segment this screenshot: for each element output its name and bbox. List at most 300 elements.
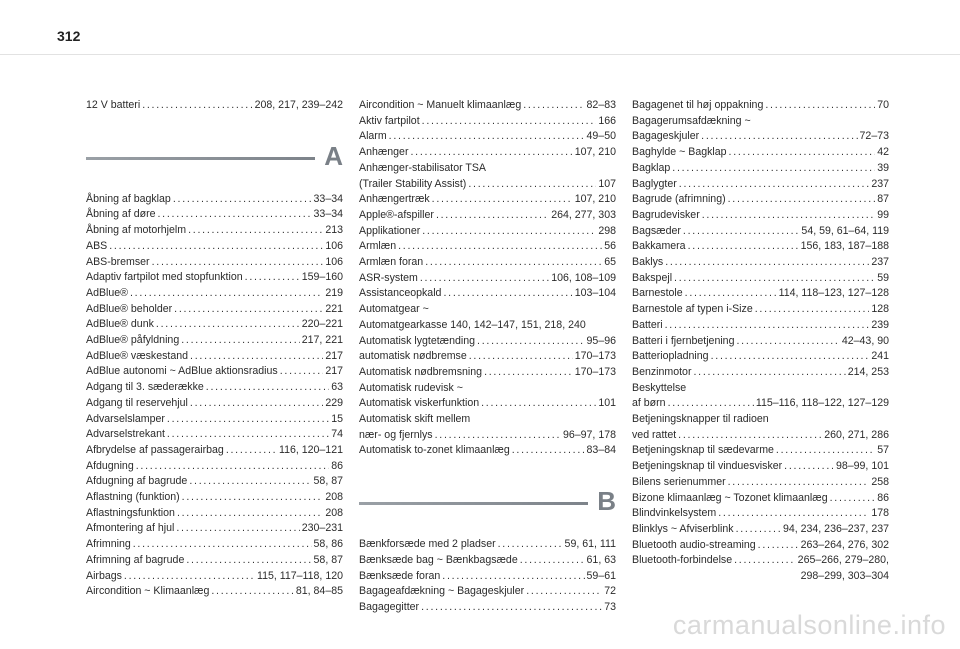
dot-leader bbox=[688, 239, 799, 255]
index-entry-term: Afbrydelse af passagerairbag bbox=[86, 443, 224, 456]
index-entry-pages: 59 bbox=[877, 271, 889, 284]
dot-leader bbox=[189, 474, 311, 490]
dot-leader bbox=[685, 286, 777, 302]
index-entry bbox=[632, 224, 889, 240]
index-entry bbox=[632, 381, 889, 412]
index-entry-term: AdBlue® beholder bbox=[86, 302, 173, 315]
dot-leader bbox=[665, 318, 870, 334]
index-entry bbox=[632, 145, 889, 161]
index-entry-pages: 73 bbox=[604, 600, 616, 613]
index-entry-pages-continued: 298–299, 303–304 bbox=[800, 570, 889, 583]
index-entry-pages: 116, 120–121 bbox=[278, 443, 343, 456]
index-entry bbox=[359, 412, 616, 443]
dot-leader bbox=[420, 271, 549, 287]
index-entry-term: Bagagegitter bbox=[359, 600, 420, 613]
dot-leader bbox=[702, 208, 875, 224]
dot-leader bbox=[469, 349, 573, 365]
dot-leader bbox=[389, 129, 585, 145]
dot-leader bbox=[665, 255, 869, 271]
index-entry bbox=[632, 349, 889, 365]
index-entry bbox=[632, 208, 889, 224]
index-entry bbox=[86, 396, 343, 412]
dot-leader bbox=[755, 302, 870, 318]
dot-leader bbox=[477, 334, 585, 350]
index-entry-term: Bluetooth audio-streaming bbox=[632, 538, 756, 551]
index-entry bbox=[632, 506, 889, 522]
index-entry bbox=[86, 364, 343, 380]
dot-leader bbox=[245, 270, 300, 286]
index-entry bbox=[86, 584, 343, 600]
index-entry-term: Aktiv fartpilot bbox=[359, 114, 420, 127]
dot-leader bbox=[422, 114, 597, 130]
index-entry-pages: 263–264, 276, 302 bbox=[800, 538, 889, 551]
index-entry-pages: 59, 61, 111 bbox=[564, 538, 616, 551]
dot-leader bbox=[718, 506, 869, 522]
index-entry-term: Bilens serienummer bbox=[632, 475, 726, 488]
index-entry bbox=[86, 98, 343, 114]
dot-leader bbox=[443, 286, 572, 302]
dot-leader bbox=[190, 349, 323, 365]
index-entry-pages: 264, 277, 303 bbox=[551, 208, 616, 221]
index-entry-term: Alarm bbox=[359, 130, 387, 143]
index-entry bbox=[86, 474, 343, 490]
index-entry-pages: 86 bbox=[331, 459, 343, 472]
index-entry-term: Aflastning (funktion) bbox=[86, 491, 180, 504]
index-entry-pages: 57 bbox=[877, 444, 889, 457]
index-entry-pages: 237 bbox=[871, 256, 889, 269]
dot-leader bbox=[729, 145, 876, 161]
index-entry-pages: 39 bbox=[877, 161, 889, 174]
dot-leader bbox=[736, 334, 839, 350]
index-entry-pages: 106 bbox=[325, 255, 343, 268]
dot-leader bbox=[784, 459, 834, 475]
watermark: carmanualsonline.info bbox=[672, 610, 946, 640]
index-entry-pages: 70 bbox=[877, 99, 889, 111]
header-divider bbox=[0, 54, 960, 55]
dot-leader bbox=[758, 538, 799, 554]
index-entry bbox=[359, 239, 616, 255]
index-entry-pages: 159–160 bbox=[301, 271, 343, 284]
index-entry-pages: 103–104 bbox=[574, 287, 616, 300]
index-entry-lead: Bagagerumsafdækning ~ bbox=[632, 114, 751, 127]
dot-leader bbox=[830, 491, 876, 507]
index-entry-term: Bagagenet til høj oppakning bbox=[632, 99, 764, 111]
dot-leader bbox=[421, 600, 602, 616]
index-entry-term: Bagrudevisker bbox=[632, 208, 700, 221]
index-entry-pages: 178 bbox=[871, 507, 889, 520]
index-entry-term: Bluetooth-forbindelse bbox=[632, 554, 733, 567]
index-entry-term: AdBlue® påfyldning bbox=[86, 334, 180, 347]
index-entry bbox=[632, 475, 889, 491]
index-entry-pages: 221 bbox=[325, 302, 343, 315]
index-entry-pages: 87 bbox=[877, 193, 889, 206]
index-entry bbox=[359, 208, 616, 224]
index-entry bbox=[632, 491, 889, 507]
index-entry-pages: 128 bbox=[871, 303, 889, 316]
index-column-2 bbox=[359, 98, 616, 616]
index-entry bbox=[359, 114, 616, 130]
index-entry-term: Blinklys ~ Afviserblink bbox=[632, 522, 734, 535]
index-entry-pages: 72 bbox=[604, 585, 616, 598]
index-entry-term: AdBlue autonomi ~ AdBlue aktionsradius bbox=[86, 365, 278, 378]
dot-leader bbox=[177, 506, 323, 522]
index-entry-pages: 208 bbox=[325, 506, 343, 519]
index-entry bbox=[632, 522, 889, 538]
index-entry-term: ABS bbox=[86, 239, 108, 252]
index-entry-pages: 99 bbox=[877, 208, 889, 221]
index-entry-term: Assistanceopkald bbox=[359, 287, 442, 300]
index-entry-pages: 115–116, 118–122, 127–129 bbox=[755, 397, 889, 410]
index-entry bbox=[86, 255, 343, 271]
index-entry-pages: 63 bbox=[331, 381, 343, 394]
index-entry bbox=[632, 318, 889, 334]
index-entry-term: Bagageafdækning ~ Bagageskjuler bbox=[359, 585, 525, 598]
dot-leader bbox=[156, 317, 300, 333]
index-entry-pages: 260, 271, 286 bbox=[824, 428, 889, 441]
dot-leader bbox=[668, 396, 754, 412]
index-entry bbox=[632, 553, 889, 584]
dot-leader bbox=[124, 569, 255, 585]
index-entry bbox=[632, 192, 889, 208]
dot-leader bbox=[109, 239, 323, 255]
index-entry-pages: 82–83 bbox=[586, 99, 616, 111]
dot-leader bbox=[167, 412, 329, 428]
index-entry-pages: 115, 117–118, 120 bbox=[256, 569, 343, 582]
dot-leader bbox=[711, 349, 870, 365]
dot-leader bbox=[206, 380, 329, 396]
dot-leader bbox=[512, 443, 585, 459]
dot-leader bbox=[158, 207, 312, 223]
index-entry-pages: 74 bbox=[331, 428, 343, 441]
dot-leader bbox=[173, 192, 312, 208]
index-entry bbox=[86, 459, 343, 475]
index-entry-pages: 101 bbox=[598, 397, 616, 410]
index-entry-term: Baghylde ~ Bagklap bbox=[632, 146, 727, 159]
index-entry bbox=[86, 317, 343, 333]
index-entry-term: AdBlue® dunk bbox=[86, 318, 154, 331]
dot-leader bbox=[136, 459, 329, 475]
dot-leader bbox=[422, 224, 596, 240]
dot-leader bbox=[765, 98, 875, 114]
index-entry-term: Automatisk viskerfunktion bbox=[359, 397, 480, 410]
dot-leader bbox=[410, 145, 572, 161]
index-entry-term: AdBlue® bbox=[86, 286, 128, 299]
index-entry-term: ASR-system bbox=[359, 271, 418, 284]
index-entry-term: Applikationer bbox=[359, 224, 421, 237]
index-entry-term: Bagageskjuler bbox=[632, 130, 700, 143]
index-entry-pages: 86 bbox=[877, 491, 889, 504]
dot-leader bbox=[520, 553, 585, 569]
index-entry-term: Bakspejl bbox=[632, 271, 673, 284]
index-entry bbox=[359, 584, 616, 600]
index-entry bbox=[632, 459, 889, 475]
index-entry-pages: 54, 59, 61–64, 119 bbox=[801, 224, 889, 237]
index-entry-term: Bizone klimaanlæg ~ Tozonet klimaanlæg bbox=[632, 491, 828, 504]
section-letter: B bbox=[597, 486, 616, 517]
index-entry bbox=[359, 443, 616, 459]
index-entry-term: AdBlue® væskestand bbox=[86, 349, 189, 362]
index-entry bbox=[86, 286, 343, 302]
index-entry-pages: 106 bbox=[325, 239, 343, 252]
index-entry-term: Åbning af motorhjelm bbox=[86, 224, 187, 237]
index-entry bbox=[86, 443, 343, 459]
index-entry-term: Automatisk nødbremsning bbox=[359, 365, 483, 378]
index-entry-pages: 65 bbox=[604, 256, 616, 269]
index-entry bbox=[359, 224, 616, 240]
index-entry-term: Batteriopladning bbox=[632, 350, 709, 363]
index-entry-pages: 72–73 bbox=[859, 130, 889, 143]
dot-leader bbox=[152, 255, 324, 271]
dot-leader bbox=[734, 553, 796, 569]
index-entry-pages: 208 bbox=[325, 491, 343, 504]
index-entry bbox=[632, 365, 889, 381]
index-entry-term: Automatisk to-zonet klimaanlæg bbox=[359, 444, 510, 457]
dot-leader bbox=[398, 239, 602, 255]
dot-leader bbox=[442, 569, 584, 585]
dot-leader bbox=[188, 223, 323, 239]
index-entry-pages: 217 bbox=[325, 365, 343, 378]
dot-leader bbox=[425, 255, 602, 271]
index-entry bbox=[359, 192, 616, 208]
index-entry-pages: 56 bbox=[604, 240, 616, 253]
index-entry-term: Baklys bbox=[632, 256, 664, 269]
index-column-3 bbox=[632, 98, 889, 585]
index-entry-term: automatisk nødbremse bbox=[359, 350, 467, 363]
dot-leader bbox=[526, 584, 602, 600]
index-entry-term: Afmontering af hjul bbox=[86, 522, 175, 535]
dot-leader bbox=[211, 584, 293, 600]
index-entry bbox=[359, 381, 616, 412]
section-divider-bar bbox=[359, 502, 588, 505]
index-entry-pages: 59–61 bbox=[586, 569, 616, 582]
dot-leader bbox=[736, 522, 781, 538]
index-entry-term: Armlæn bbox=[359, 240, 397, 253]
index-entry-term: Adaptiv fartpilot med stopfunktion bbox=[86, 271, 243, 284]
dot-leader bbox=[683, 224, 800, 240]
index-column-1 bbox=[86, 98, 343, 600]
index-entry-pages: 220–221 bbox=[301, 318, 343, 331]
index-entry-term: Bagklap bbox=[632, 161, 671, 174]
index-entry-pages: 170–173 bbox=[574, 365, 616, 378]
index-entry-term: Afdugning bbox=[86, 459, 134, 472]
index-entry-term: Baglygter bbox=[632, 177, 677, 190]
index-entry bbox=[359, 302, 616, 333]
index-entry-pages: 237 bbox=[871, 177, 889, 190]
section-header-b bbox=[359, 479, 616, 523]
index-entry-pages: 98–99, 101 bbox=[835, 460, 889, 473]
index-entry bbox=[359, 129, 616, 145]
index-entry bbox=[359, 600, 616, 616]
index-entry-term: af børn bbox=[632, 397, 666, 410]
index-entry-term: Armlæn foran bbox=[359, 256, 424, 269]
dot-leader bbox=[432, 192, 573, 208]
index-entry-term: (Trailer Stability Assist) bbox=[359, 177, 467, 190]
index-entry-pages: 241 bbox=[871, 350, 889, 363]
index-entry bbox=[86, 412, 343, 428]
index-entry-term: Bagsæder bbox=[632, 224, 681, 237]
index-entry bbox=[86, 192, 343, 208]
index-entry bbox=[86, 207, 343, 223]
index-entry bbox=[86, 223, 343, 239]
index-entry-pages: 219 bbox=[325, 286, 343, 299]
index-entry-term: Bænksæde bag ~ Bænkbagsæde bbox=[359, 553, 518, 566]
index-entry bbox=[86, 349, 343, 365]
dot-leader bbox=[679, 177, 870, 193]
dot-leader bbox=[481, 396, 596, 412]
index-entry bbox=[632, 161, 889, 177]
index-entry-pages: 33–34 bbox=[313, 208, 343, 221]
index-entry-pages: 15 bbox=[331, 412, 343, 425]
index-entry-pages: 166 bbox=[598, 114, 616, 127]
index-entry-pages: 61, 63 bbox=[586, 553, 616, 566]
dot-leader bbox=[436, 208, 549, 224]
index-entry-lead: Automatisk skift mellem bbox=[359, 413, 471, 426]
index-entry-pages: 298 bbox=[598, 224, 616, 237]
index-entry bbox=[86, 302, 343, 318]
section-letter: A bbox=[324, 140, 343, 171]
index-entry bbox=[86, 490, 343, 506]
index-entry-pages: 239 bbox=[871, 318, 889, 331]
index-entry bbox=[359, 161, 616, 192]
index-entry-pages: 265–266, 279–280, bbox=[797, 554, 889, 567]
index-entry bbox=[632, 538, 889, 554]
index-entry bbox=[359, 365, 616, 381]
index-entry-pages: 58, 86 bbox=[313, 538, 343, 551]
index-entry-term: Bænkforsæde med 2 pladser bbox=[359, 538, 496, 551]
index-entry-term: Airbags bbox=[86, 569, 122, 582]
index-entry bbox=[86, 333, 343, 349]
index-entry-pages: 258 bbox=[871, 475, 889, 488]
index-entry bbox=[632, 302, 889, 318]
index-entry bbox=[632, 177, 889, 193]
index-entry bbox=[632, 239, 889, 255]
index-entry-pages: 170–173 bbox=[574, 350, 616, 363]
index-entry-term: Batteri bbox=[632, 318, 663, 331]
index-entry-term: Automatisk lygtetænding bbox=[359, 334, 476, 347]
index-entry-term: Adgang til reservehjul bbox=[86, 396, 188, 409]
index-entry-term: Blindvinkelsystem bbox=[632, 507, 717, 520]
index-entry-term: Aircondition ~ Manuelt klimaanlæg bbox=[359, 99, 522, 111]
index-entry-pages: 95–96 bbox=[586, 334, 616, 347]
index-entry-pages: 214, 253 bbox=[847, 365, 889, 378]
dot-leader bbox=[674, 271, 875, 287]
dot-leader bbox=[186, 553, 311, 569]
index-entry-lead: Automatisk rudevisk ~ bbox=[359, 381, 463, 394]
index-entry bbox=[86, 569, 343, 585]
index-entry-term: Afdugning af bagrude bbox=[86, 475, 188, 488]
index-entry-term: Barnestole af typen i-Size bbox=[632, 303, 753, 316]
index-entry bbox=[632, 98, 889, 114]
index-entry-pages: 156, 183, 187–188 bbox=[800, 240, 889, 253]
index-entry-pages: 42 bbox=[877, 146, 889, 159]
dot-leader bbox=[678, 428, 822, 444]
index-entry-term: Advarselstrekant bbox=[86, 428, 165, 441]
index-entry-pages: 33–34 bbox=[313, 192, 343, 205]
dot-leader bbox=[130, 286, 323, 302]
index-entry-term: nær- og fjernlys bbox=[359, 428, 433, 441]
index-entry-pages: 96–97, 178 bbox=[562, 428, 616, 441]
index-entry bbox=[359, 349, 616, 365]
index-entry bbox=[632, 286, 889, 302]
index-entry-lead: Automatgear ~ bbox=[359, 303, 429, 316]
dot-leader bbox=[435, 428, 561, 444]
dot-leader bbox=[190, 396, 323, 412]
index-entry-term: ABS-bremser bbox=[86, 255, 150, 268]
index-entry-pages: 230–231 bbox=[301, 522, 343, 535]
index-entry bbox=[632, 334, 889, 350]
section-header-a bbox=[86, 134, 343, 178]
index-entry-pages: 229 bbox=[325, 396, 343, 409]
index-entry-term: Automatgearkasse 140, 142–147, 151, 218, 240 bbox=[359, 318, 586, 331]
index-entry-pages: 81, 84–85 bbox=[295, 585, 343, 598]
dot-leader bbox=[728, 192, 876, 208]
index-entry-pages: 213 bbox=[325, 224, 343, 237]
index-entry-lead: Anhænger-stabilisator TSA bbox=[359, 161, 486, 174]
index-entry-term: Batteri i fjernbetjening bbox=[632, 334, 735, 347]
index-entry bbox=[86, 537, 343, 553]
dot-leader bbox=[181, 333, 300, 349]
dot-leader bbox=[672, 161, 875, 177]
index-entry bbox=[86, 239, 343, 255]
index-entry-term: Afrimning bbox=[86, 538, 131, 551]
index-entry bbox=[632, 412, 889, 443]
index-entry-term: ved rattet bbox=[632, 428, 677, 441]
index-entry-pages: 107 bbox=[598, 177, 616, 190]
index-entry-pages: 58, 87 bbox=[313, 553, 343, 566]
section-divider-bar bbox=[86, 157, 315, 160]
dot-leader bbox=[728, 475, 870, 491]
index-entry bbox=[632, 443, 889, 459]
index-entry-term: Bagrude (afrimning) bbox=[632, 193, 726, 206]
index-entry bbox=[86, 506, 343, 522]
index-entry-pages: 94, 234, 236–237, 237 bbox=[782, 522, 889, 535]
index-entry bbox=[86, 427, 343, 443]
index-entry-term: Benzinmotor bbox=[632, 365, 692, 378]
index-entry bbox=[359, 271, 616, 287]
index-entry-term: Adgang til 3. sæderække bbox=[86, 381, 204, 394]
index-entry-pages: 217 bbox=[325, 349, 343, 362]
dot-leader bbox=[498, 537, 563, 553]
index-entry-term: Advarselslamper bbox=[86, 412, 165, 425]
index-entry-term: Apple®-afspiller bbox=[359, 208, 434, 221]
index-entry-pages: 107, 210 bbox=[574, 193, 616, 206]
dot-leader bbox=[693, 365, 845, 381]
dot-leader bbox=[484, 365, 573, 381]
index-entry-pages: 49–50 bbox=[586, 130, 616, 143]
page-number: 312 bbox=[57, 28, 81, 44]
dot-leader bbox=[176, 521, 299, 537]
index-entry-term: Betjeningsknap til sædevarme bbox=[632, 444, 774, 457]
index-entry-term: Aflastningsfunktion bbox=[86, 506, 175, 519]
dot-leader bbox=[776, 443, 875, 459]
index-entry bbox=[359, 255, 616, 271]
index-entry bbox=[632, 114, 889, 145]
index-entry bbox=[359, 569, 616, 585]
dot-leader bbox=[701, 129, 857, 145]
index-entry-term: Barnestole bbox=[632, 287, 683, 300]
index-entry bbox=[86, 380, 343, 396]
index-entry-term: Aircondition ~ Klimaanlæg bbox=[86, 585, 210, 598]
index-entry-term: Åbning af døre bbox=[86, 208, 156, 221]
dot-leader bbox=[182, 490, 324, 506]
index-entry bbox=[359, 334, 616, 350]
index-entry-term: Anhængertræk bbox=[359, 193, 430, 206]
dot-leader bbox=[468, 177, 596, 193]
index-entry-pages: 208, 217, 239–242 bbox=[254, 99, 343, 111]
index-entry bbox=[359, 537, 616, 553]
index-entry bbox=[86, 270, 343, 286]
index-entry-pages: 106, 108–109 bbox=[551, 271, 616, 284]
